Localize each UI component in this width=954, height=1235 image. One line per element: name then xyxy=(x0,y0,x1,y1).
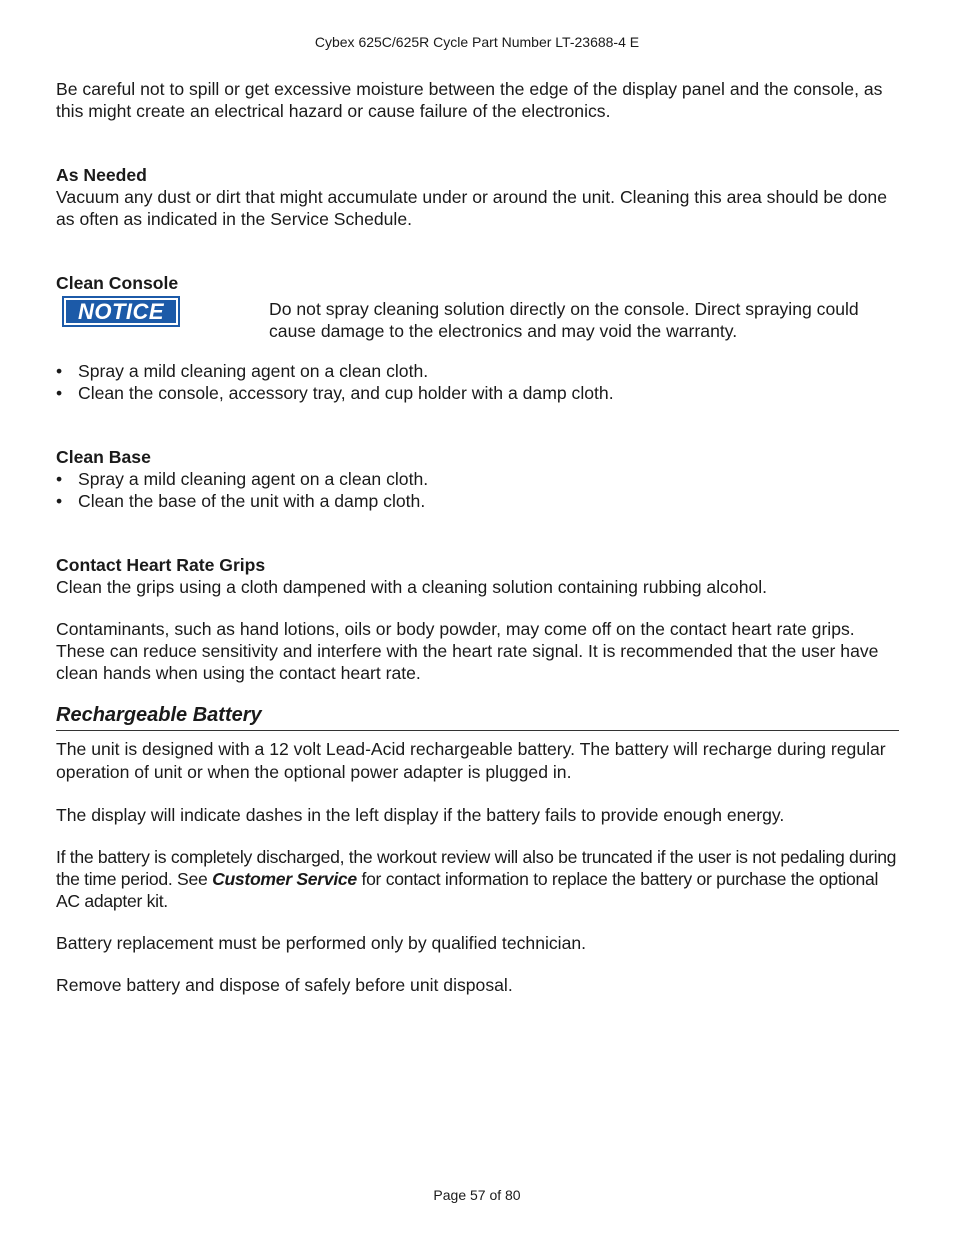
clean-base-list xyxy=(56,468,899,512)
page-content xyxy=(56,78,899,996)
notice-badge: NOTICE xyxy=(62,296,180,327)
list-item: • Clean the base of the unit with a damp cloth. xyxy=(56,491,426,511)
battery-paragraph-5: Remove battery and dispose of safely before unit disposal. xyxy=(56,975,513,995)
page-footer: Page 57 of 80 xyxy=(433,1187,521,1203)
notice-text: Do not spray cleaning solution directly on the console. Direct spraying could cause damage to the electronics and may void the warranty. xyxy=(269,299,859,341)
notice-block xyxy=(56,296,899,342)
list-item: • Spray a mild cleaning agent on a clean cloth. xyxy=(56,361,429,381)
as-needed-body: Vacuum any dust or dirt that might accumulate under or around the unit. Cleaning this area should be done as often as indicated in the Service Schedule. xyxy=(56,187,887,229)
page-header: Cybex 625C/625R Cycle Part Number LT-23688-4 E xyxy=(314,34,640,50)
bullet-glyph: • xyxy=(56,383,63,403)
bullet-glyph: • xyxy=(56,469,63,489)
clean-console-heading: Clean Console xyxy=(56,273,179,293)
clean-base-heading: Clean Base xyxy=(56,447,151,467)
battery-paragraph-4: Battery replacement must be performed only by qualified technician. xyxy=(56,933,587,953)
as-needed-heading: As Needed xyxy=(56,165,147,185)
clean-console-list xyxy=(56,360,899,404)
bullet-glyph: • xyxy=(56,491,63,511)
list-item: • Spray a mild cleaning agent on a clean cloth. xyxy=(56,469,429,489)
bullet-glyph: • xyxy=(56,361,63,381)
customer-service-reference: Customer Service xyxy=(212,869,357,889)
grips-heading: Contact Heart Rate Grips xyxy=(56,555,266,575)
battery-paragraph-3: If the battery is completely discharged, the workout review will also be truncated if the user is not pedaling during the time period. See Customer Service for contact information to replace the battery or purchase the optional AC adapter kit. xyxy=(56,847,897,911)
grips-body-1: Clean the grips using a cloth dampened with a cleaning solution containing rubbing alcohol. xyxy=(56,577,768,597)
battery-heading: Rechargeable Battery xyxy=(56,702,899,731)
battery-paragraph-1: The unit is designed with a 12 volt Lead-Acid rechargeable battery. The battery will recharge during regular operation of unit or when the optional power adapter is plugged in. xyxy=(56,739,886,782)
intro-paragraph: Be careful not to spill or get excessive moisture between the edge of the display panel and the console, as this might create an electrical hazard or cause failure of the electronics. xyxy=(56,79,883,121)
battery-paragraph-2: The display will indicate dashes in the left display if the battery fails to provide enough energy. xyxy=(56,805,785,825)
list-item: • Clean the console, accessory tray, and cup holder with a damp cloth. xyxy=(56,383,614,403)
grips-body-2: Contaminants, such as hand lotions, oils or body powder, may come off on the contact heart rate grips. These can reduce sensitivity and interfere with the heart rate signal. It is recommended that the user have clean hands when using the contact heart rate. xyxy=(56,619,879,683)
